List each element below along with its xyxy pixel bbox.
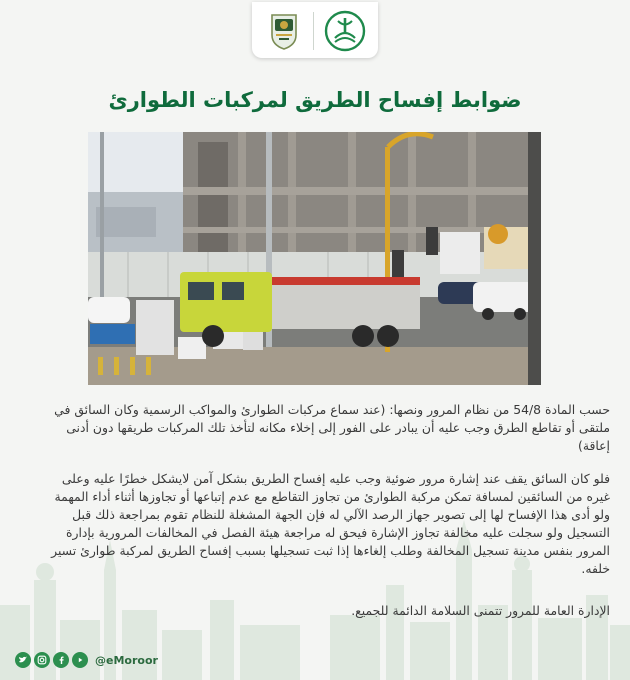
article-paragraph-2: فلو كان السائق يقف عند إشارة مرور ضوئية وجب عليه إفساح الطريق بشكل آمن لايشكل خطرًا عليه وعلى غيره من السائقين لمسافة تمكن مركبة الطوارئ من تجاوز التقاطع مع عدم إتباعها أو تجاوزها أثناء أداء المهمة ولو أدى هذا الإفساح لها إلى تصوير جهاز الرصد الآلي له فإن الجهة المشغلة للنظام تقوم بمراجعة ذلك قبل التسجيل ولو سجلت عليه مخالفة تجاوز الإشارة فيحق له مراجعة هيئة الفصل في المخالفات المرورية بإدارة المرور بنفس مدينة تسجيل المخالفة وطلب إلغاءها إذا ثبت تسجيلها بسبب إفساح الطريق لمركبة طوارئ تسير خلفه. [51,471,610,576]
social-footer [15,651,158,669]
traffic-emblem-icon [266,11,302,51]
logo-divider [313,12,314,50]
closing-statement: الإدارة العامة للمرور تتمنى السلامة الدائمة للجميع. [351,603,610,618]
logo-card [252,2,378,58]
article-paragraph-1: حسب المادة 54/8 من نظام المرور ونصها: (عند سماع مركبات الطوارئ والمواكب الرسمية وكان السائق في ملتقى أو تقاطع الطرق وجب عليه أن يبادر على الفور إلى إخلاء مكانه لتأخذ تلك المركبات طريقها دون أدنى إعاقة) [54,402,610,453]
youtube-icon[interactable] [72,652,88,668]
instagram-icon[interactable] [34,652,50,668]
page-title: ضوابط إفساح الطريق لمركبات الطوارئ [108,88,522,112]
twitter-icon[interactable] [15,652,31,668]
fire-truck-photo [88,132,541,385]
social-handle[interactable]: @eMoroor [95,653,158,667]
facebook-icon[interactable] [53,652,69,668]
ministry-emblem-icon [324,10,366,52]
